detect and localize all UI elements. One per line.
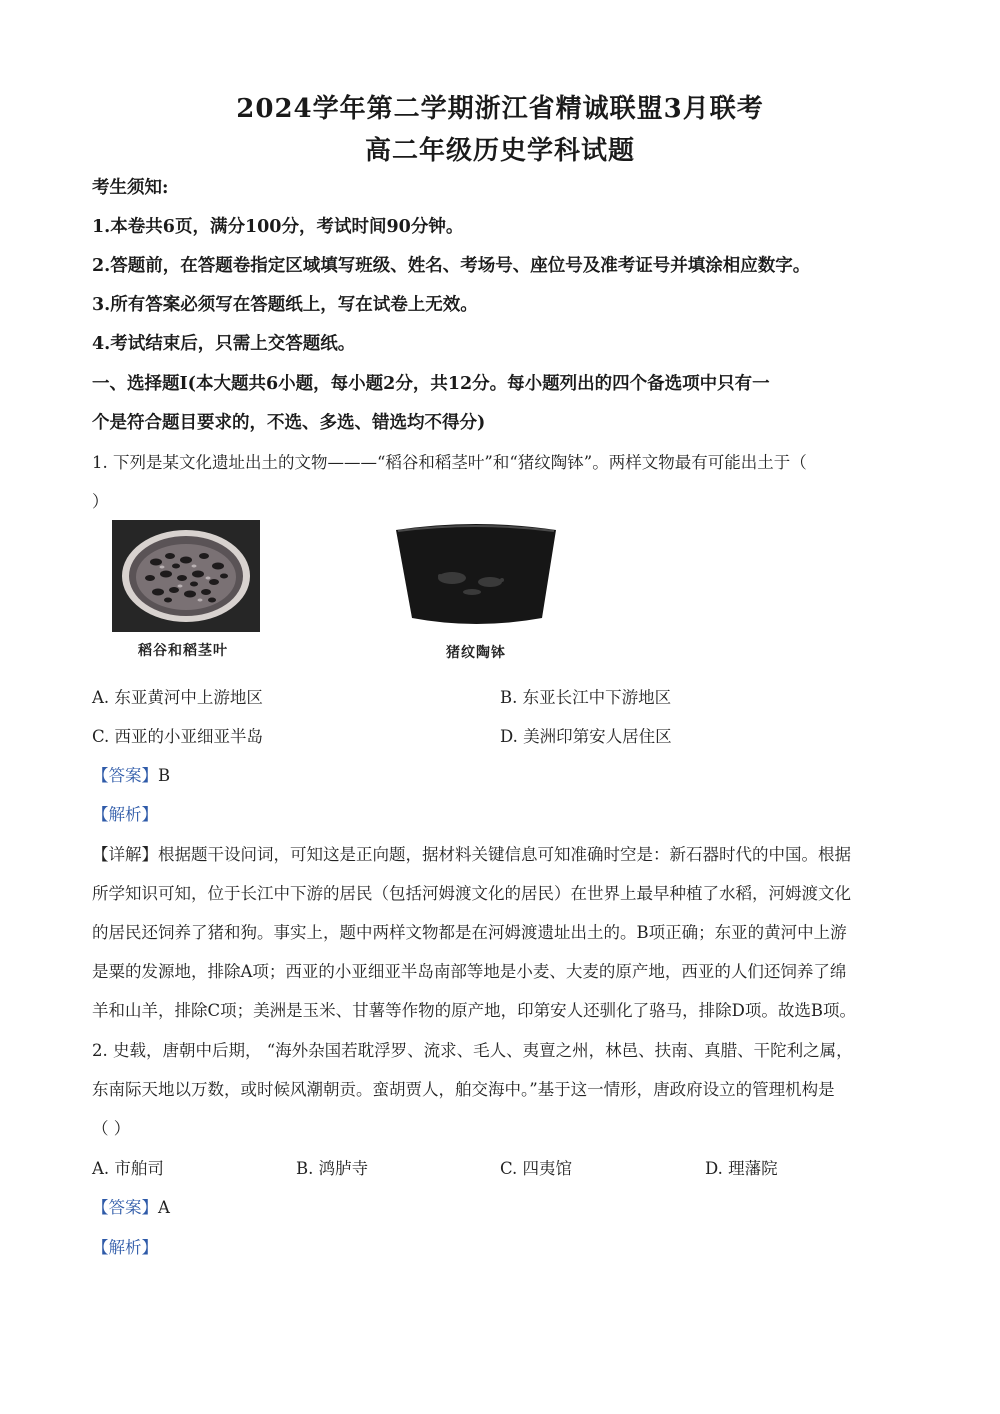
q2-option-a: A. 市舶司 [92,1159,164,1178]
q1-detail-line3: 的居民还饲养了猪和狗。事实上，题中两样文物都是在河姆渡遗址出土的。B项正确；东亚的黄河中上游 [92,923,847,942]
q1-detail-line5: 羊和山羊，排除C项；美洲是玉米、甘薯等作物的原产地，印第安人还驯化了骆马，排除D项。故选B项。 [92,1001,856,1020]
q2-answer-value: A [158,1198,170,1217]
q2-answer-label: 【答案】 [92,1198,158,1217]
q1-detail-line2: 所学知识可知，位于长江中下游的居民（包括河姆渡文化的居民）在世界上最早种植了水稻，河姆渡文化 [92,884,851,903]
pottery-bowl-caption: 猪纹陶钵 [446,645,506,661]
q2-option-b: B. 鸿胪寺 [296,1159,369,1178]
q2-option-d: D. 理藩院 [705,1159,778,1178]
q1-stem-line1: 1. 下列是某文化遗址出土的文物———“稻谷和稻茎叶”和“猪纹陶钵”。两样文物最有可能出土于（ [92,453,807,472]
q1-analysis-label: 【解析】 [92,805,158,824]
q1-answer-label: 【答案】 [92,766,158,785]
notice-heading: 考生须知: [92,178,169,198]
q1-option-b: B. 东亚长江中下游地区 [500,688,672,707]
notice-item-3: 3.所有答案必须写在答题纸上，写在试卷上无效。 [92,295,478,315]
notice-item-2: 2.答题前，在答题卷指定区域填写班级、姓名、考场号、座位号及准考证号并填涂相应数字。 [92,256,811,276]
rice-grain-image [112,520,260,632]
q1-detail-line1: 【详解】根据题干设问词，可知这是正向题，据材料关键信息可知准确时空是：新石器时代的中国。根据 [92,845,851,864]
notice-item-4: 4.考试结束后，只需上交答题纸。 [92,334,356,354]
q1-answer [92,762,170,786]
q1-answer-value: B [158,766,171,785]
section-heading-line1: 一、选择题Ⅰ(本大题共6小题，每小题2分，共12分。每小题列出的四个备选项中只有一 [92,374,770,394]
q2-answer [92,1194,170,1218]
q2-option-c: C. 四夷馆 [500,1159,573,1178]
q2-stem-line1: 2. 史载，唐朝中后期， “海外杂国若耽浮罗、流求、毛人、夷亶之州，林邑、扶南、真腊、干陀利之属， [92,1041,853,1060]
q1-option-c: C. 西亚的小亚细亚半岛 [92,727,264,746]
rice-grain-caption: 稻谷和稻茎叶 [138,643,228,659]
exam-subtitle: 高二年级历史学科试题 [364,136,635,166]
section-heading-line2: 个是符合题目要求的，不选、多选、错选均不得分) [92,413,486,433]
q1-detail-line4: 是粟的发源地，排除A项；西亚的小亚细亚半岛南部等地是小麦、大麦的原产地，西亚的人们还饲养了绵 [92,962,847,981]
q2-stem-line3: （ ） [92,1119,131,1138]
q1-option-a: A. 东亚黄河中上游地区 [92,688,263,707]
q2-stem-line2: 东南际天地以万数，或时候风潮朝贡。蛮胡贾人，舶交海中。”基于这一情形，唐政府设立的管理机构是 [92,1080,835,1099]
notice-item-1: 1.本卷共6页，满分100分，考试时间90分钟。 [92,217,464,237]
q1-option-d: D. 美洲印第安人居住区 [500,727,672,746]
q1-stem-line2: ） [92,492,109,511]
exam-title: 2024学年第二学期浙江省精诚联盟3月联考 [236,94,764,124]
pottery-bowl-image [392,518,560,634]
q2-analysis-label: 【解析】 [92,1238,158,1257]
